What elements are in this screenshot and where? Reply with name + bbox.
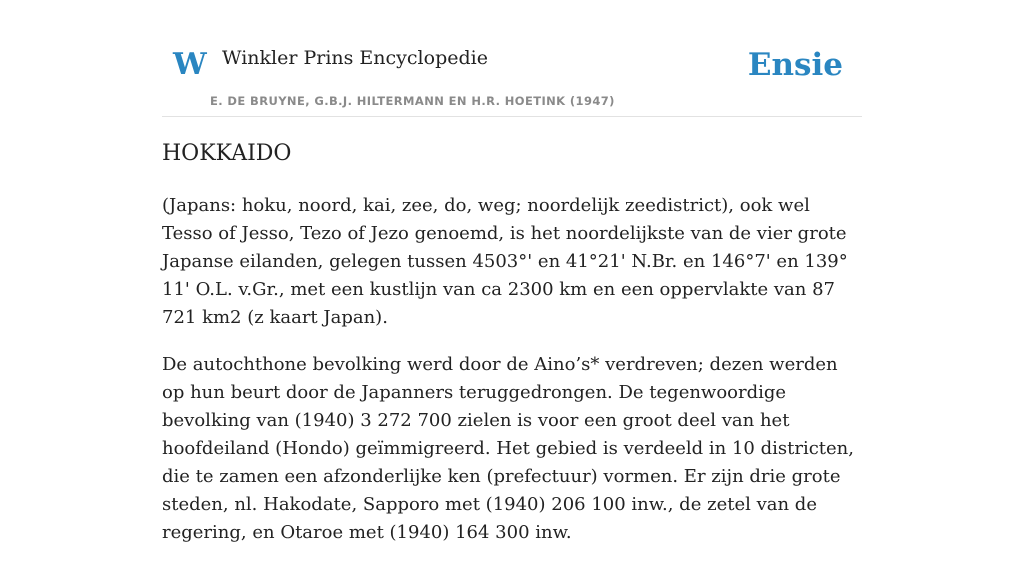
article-paragraph: De autochthone bevolking werd door de Aino’s* verdreven; dezen werden op hun beurt door de Japanners teruggedrongen. De tegenwoordige bevolking van (1940) 3 272 700 zielen is voor een groot deel van het hoofdeiland (Hondo) geïmmigreerd. Het gebied is verdeeld in 10 districten, die te zamen een afzonderlijke ken (prefectuur) vormen. Er zijn drie grote steden, nl. Hakodate, Sapporo met (1940) 206 100 inw., de zetel van de regering, en Otaroe met (1940) 164 300 inw. [162, 354, 854, 543]
article-body [162, 192, 864, 566]
source-authors: E. DE BRUYNE, G.B.J. HILTERMANN EN H.R. HOETINK (1947) [210, 94, 615, 108]
article-paragraph: (Japans: hoku, noord, kai, zee, do, weg; noordelijk zeedistrict), ook wel Tesso of Jesso, Tezo of Jezo genoemd, is het noordelijkste van de vier grote Japanse eilanden, gelegen tussen 4503°' en 41°21' N.Br. en 146°7' en 139° 11' O.L. v.Gr., met een kustlijn van ca 2300 km en een oppervlakte van 87 721 km2 (z kaart Japan). [162, 195, 848, 328]
ensie-logo[interactable]: Ensie [747, 47, 843, 83]
site-header [162, 0, 862, 117]
source-title[interactable]: Winkler Prins Encyclopedie [222, 47, 488, 69]
winkler-prins-logo[interactable]: W [173, 47, 207, 82]
article-title: HOKKAIDO [162, 141, 292, 166]
